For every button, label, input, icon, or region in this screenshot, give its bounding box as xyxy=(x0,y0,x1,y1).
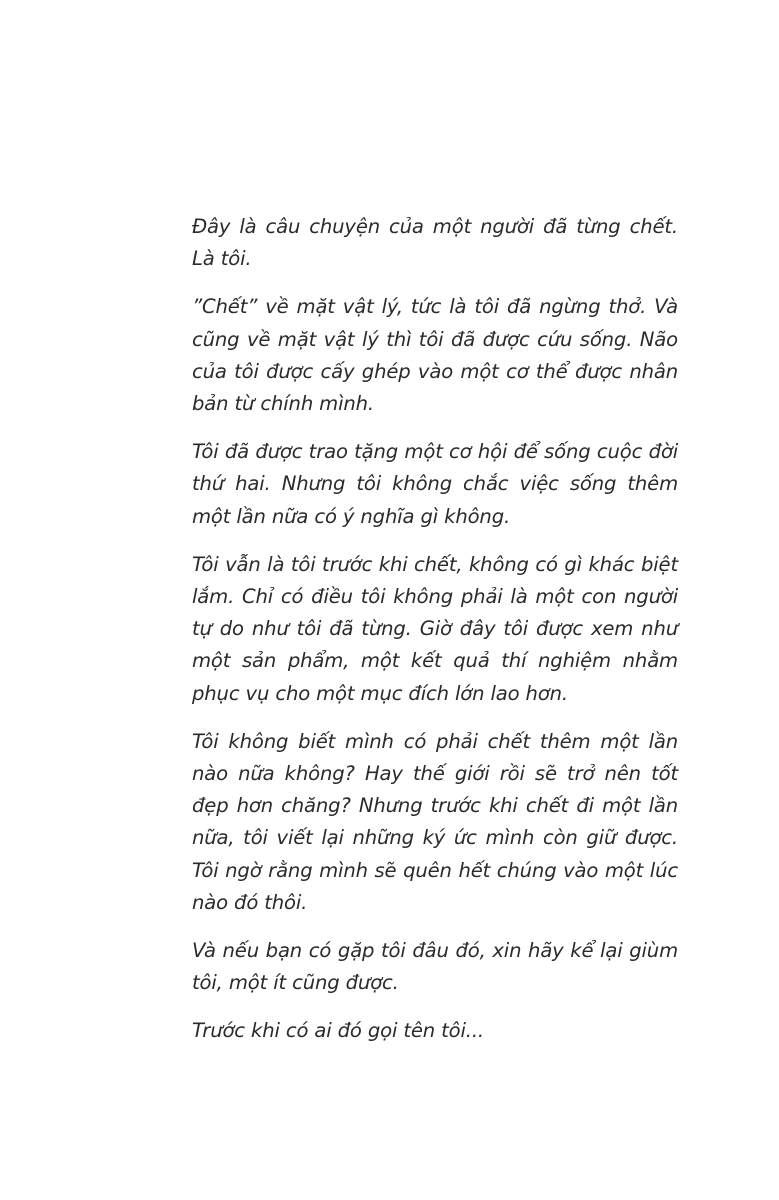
paragraph-1: Đây là câu chuyện của một người đã từng chết. Là tôi. xyxy=(192,215,678,271)
prologue-text xyxy=(192,211,678,1048)
paragraph-2: ”Chết” về mặt vật lý, tức là tôi đã ngừng thở. Và cũng về mặt vật lý thì tôi đã được cứu sống. Não của tôi được cấy ghép vào một cơ thể được nhân bản từ chính mình. xyxy=(192,295,678,416)
paragraph-5: Tôi không biết mình có phải chết thêm một lần nào nữa không? Hay thế giới rồi sẽ trở nên tốt đẹp hơn chăng? Nhưng trước khi chết đi một lần nữa, tôi viết lại những ký ức mình còn giữ được. Tôi ngờ rằng mình sẽ quên hết chúng vào một lúc nào đó thôi. xyxy=(192,729,678,914)
paragraph-4: Tôi vẫn là tôi trước khi chết, không có gì khác biệt lắm. Chỉ có điều tôi không phải là một con người tự do như tôi đã từng. Giờ đây tôi được xem như một sản phẩm, một kết quả thí nghiệm nhằm phục vụ cho một mục đích lớn lao hơn. xyxy=(192,552,678,705)
paragraph-7: Trước khi có ai đó gọi tên tôi... xyxy=(192,1019,484,1043)
paragraph-6: Và nếu bạn có gặp tôi đâu đó, xin hãy kể lại giùm tôi, một ít cũng được. xyxy=(192,939,678,995)
paragraph-3: Tôi đã được trao tặng một cơ hội để sống cuộc đời thứ hai. Nhưng tôi không chắc việc sống thêm một lần nữa có ý nghĩa gì không. xyxy=(192,440,678,528)
